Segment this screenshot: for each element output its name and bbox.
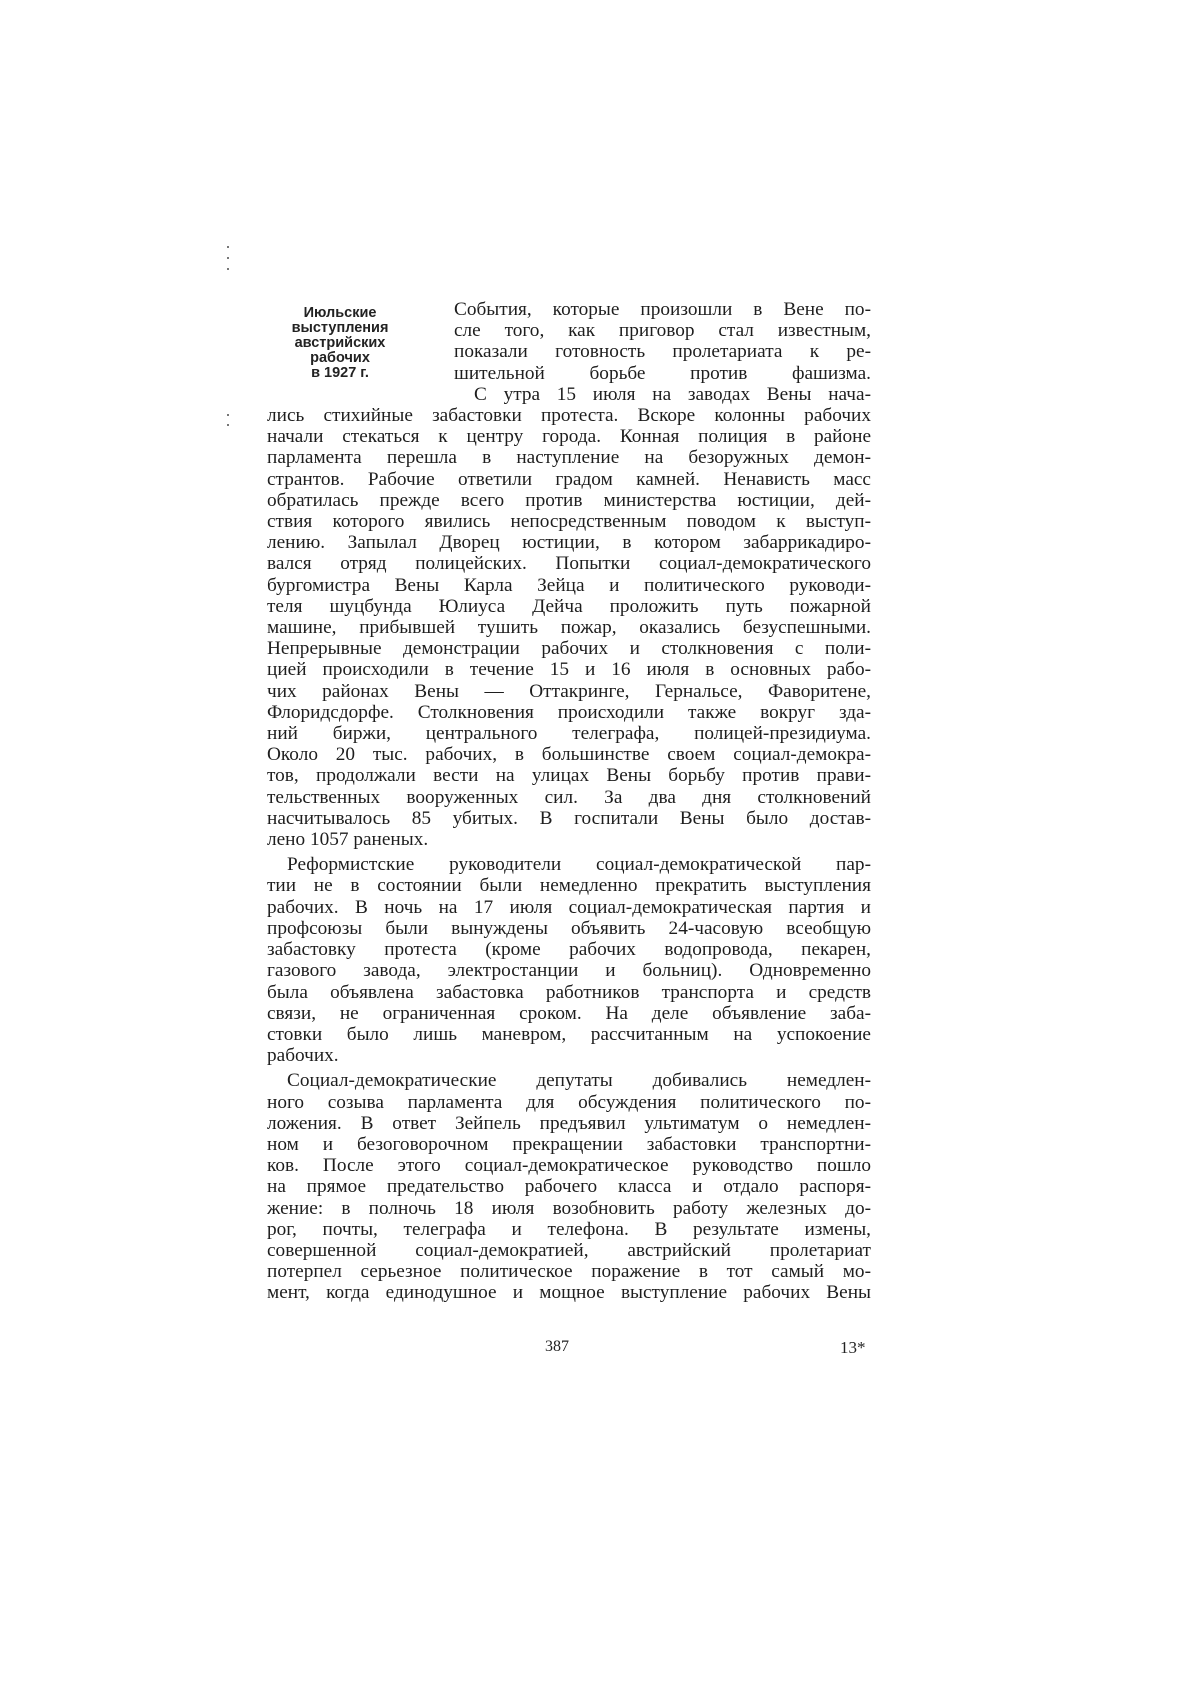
text-line: совершенной социал-демократией, австрийский пролетариат [267,1239,871,1261]
text-line: лено 1057 раненых. [267,829,429,851]
text-line: Социал-демократические депутаты добивались немедлен- [287,1070,871,1092]
body-text [267,299,871,1304]
text-line: профсоюзы были вынуждены объявить 24-часовую всеобщую [267,917,871,939]
text-line: лению. Запылал Дворец юстиции, в котором забаррикадиро- [267,532,871,554]
text-line: рог, почты, телеграфа и телефона. В результате измены, [267,1218,871,1240]
text-line: Около 20 тыс. рабочих, в большинстве своем социал-демокра- [267,744,871,766]
text-line: чих районах Вены — Оттакринге, Гернальсе, Фаворитене, [267,680,871,702]
text-line: машине, прибывшей тушить пожар, оказались безуспешными. [267,617,871,639]
paragraph-2 [267,854,871,1066]
text-line: бургомистра Вены Карла Зейца и политического руководи- [267,574,871,596]
text-line: была объявлена забастовка работников транспорта и средств [267,981,871,1003]
text-line: обратилась прежде всего против министерства юстиции, дей- [267,489,871,511]
marginal-heading-line: рабочих [310,350,370,366]
text-line: тов, продолжали вести на улицах Вены борьбу против прави- [267,765,871,787]
text-line: Флоридсдорфе. Столкновения происходили также вокруг зда- [267,701,871,723]
text-line: шительной борьбе против фашизма. [454,362,871,384]
text-line: забастовку протеста (кроме рабочих водопровода, пекарен, [267,939,871,961]
text-line: События, которые произошли в Вене по- [454,299,871,320]
text-line: ном и безоговорочном прекращении забастовки транспортни- [267,1133,871,1155]
text-line: вался отряд полицейских. Попытки социал-демократического [267,553,871,575]
text-line: стовки было лишь маневром, рассчитанным на успокоение [267,1023,871,1045]
text-line: ного созыва парламента для обсуждения политического по- [267,1091,871,1113]
marginal-heading-line: выступления [291,320,389,336]
text-line: ков. После этого социал-демократическое руководство пошло [267,1155,871,1177]
text-line: ложения. В ответ Зейпель предъявил ультиматум о немедлен- [267,1112,871,1134]
text-line: рабочих. В ночь на 17 июля социал-демократическая партия и [267,896,871,918]
paragraph-1 [267,299,871,850]
text-line: ствия которого явились непосредственным поводом к выступ- [267,511,871,533]
text-line: странтов. Рабочие ответили градом камней. Ненависть масс [267,468,871,490]
text-line: жение: в полночь 18 июля возобновить работу железных до- [267,1197,871,1219]
marginal-heading-line: Июльские [303,305,377,321]
text-line: начали стекаться к центру города. Конная полиция в районе [267,426,871,448]
text-line: теля шуцбунда Юлиуса Дейча проложить путь пожарной [267,595,871,617]
margin-dot [227,424,229,426]
text-line: Непрерывные демонстрации рабочих и столкновения с поли- [267,638,871,660]
text-line: на прямое предательство рабочего класса и отдало распоря- [267,1176,871,1198]
margin-dot [227,268,229,270]
text-line: лись стихийные забастовки протеста. Вскоре колонны рабочих [267,405,871,427]
signature-mark: 13* [840,1338,866,1357]
marginal-heading-line: австрийских [294,335,386,351]
text-line: С утра 15 июля на заводах Вены нача- [474,383,871,405]
text-line: сле того, как приговор стал известным, [454,320,871,342]
text-line: Реформистские руководители социал-демократической пар- [287,854,871,876]
text-line: рабочих. [267,1045,339,1067]
text-line: мент, когда единодушное и мощное выступление рабочих Вены [267,1282,871,1304]
paragraph-3 [267,1070,871,1303]
text-line: потерпел серьезное политическое поражение в тот самый мо- [267,1261,871,1283]
text-line: газового завода, электростанции и больниц). Одновременно [267,960,871,982]
text-line: связи, не ограниченная сроком. На деле объявление заба- [267,1002,871,1024]
margin-dot [227,246,229,248]
margin-dot [227,257,229,259]
text-line: ний биржи, центрального телеграфа, полицей-президиума. [267,723,871,745]
text-line: насчитывалось 85 убитых. В госпитали Вены было достав- [267,807,871,829]
text-line: тельственных вооруженных сил. За два дня столкновений [267,786,871,808]
text-line: показали готовность пролетариата к ре- [454,341,871,363]
text-line: парламента перешла в наступление на безоружных демон- [267,447,871,469]
page-number: 387 [545,1338,569,1355]
marginal-heading-line: в 1927 г. [311,365,369,381]
text-line: тии не в состоянии были немедленно прекратить выступления [267,875,871,897]
margin-dot [227,414,229,416]
text-line: цией происходили в течение 15 и 16 июля в основных рабо- [267,659,871,681]
